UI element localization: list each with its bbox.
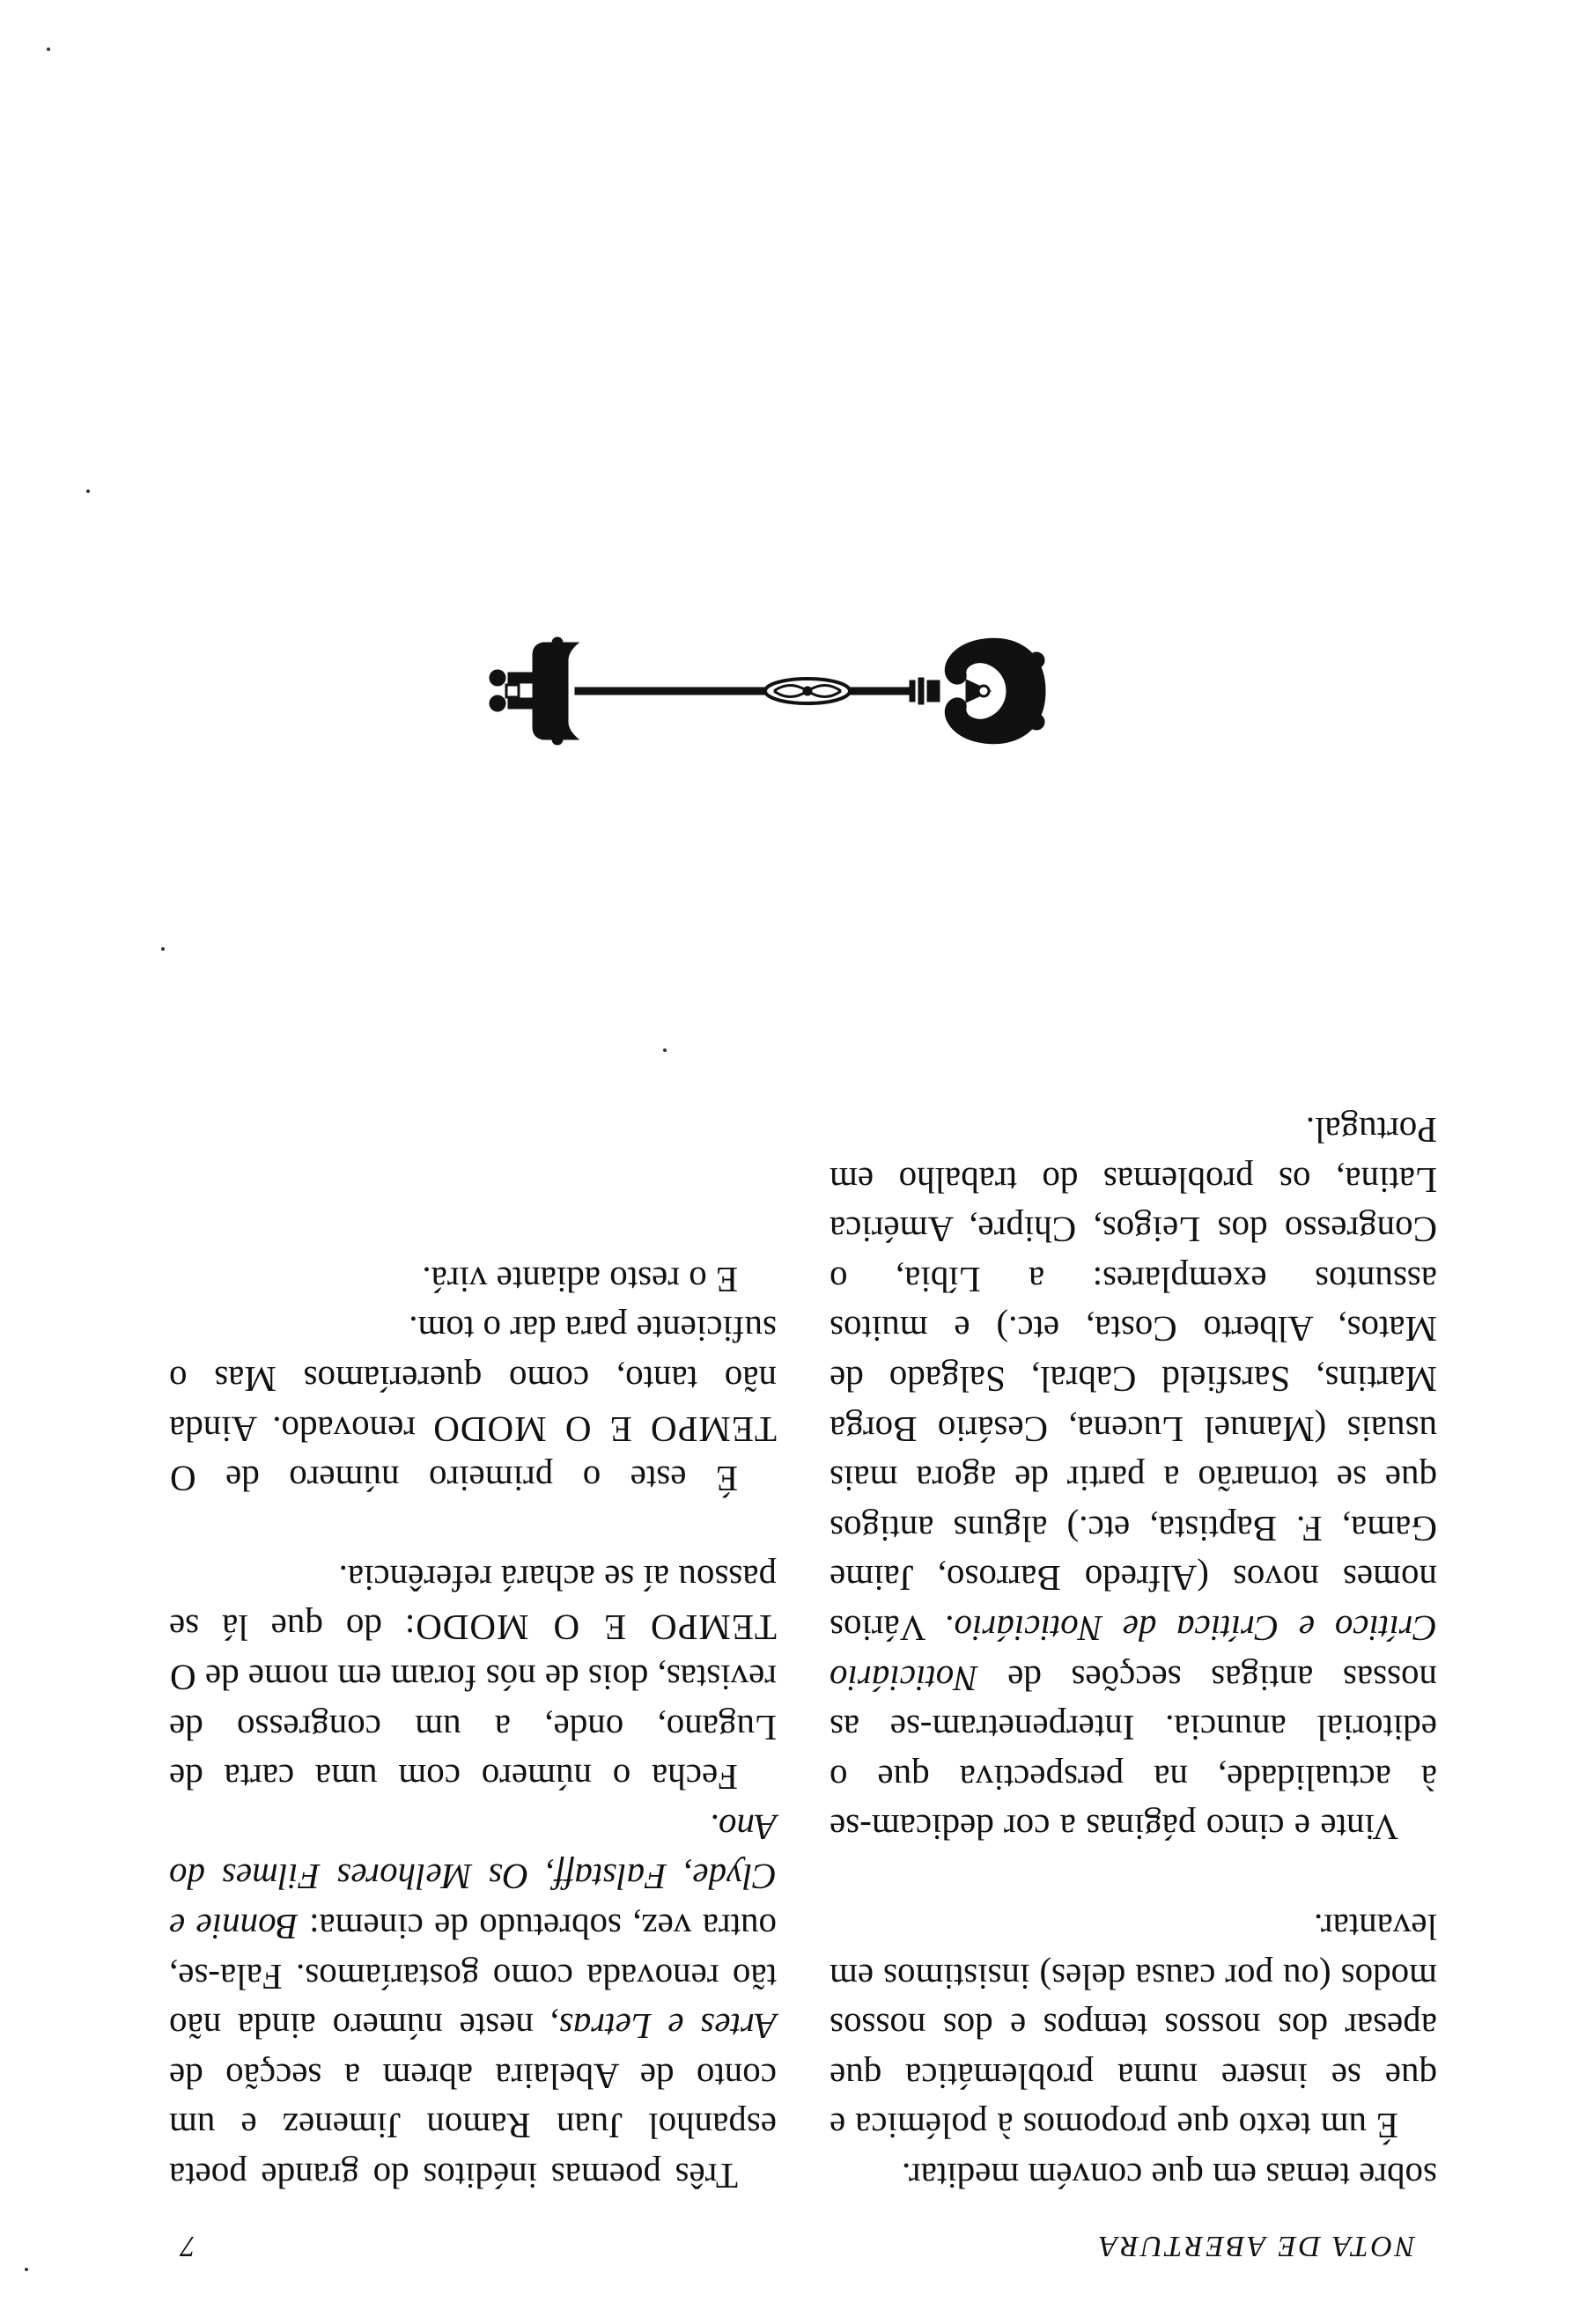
left-paragraph-3-italic: Noticiário Crítico e Crítica de Noticiário: [830, 1608, 1437, 1699]
right-paragraph-3-text-b: renovado. Ainda não tanto, como quereríamos Mas o suficiente para dar o tom.: [169, 1309, 777, 1450]
left-paragraph-1: sobre temas em que convém meditar.: [902, 2156, 1437, 2196]
right-paragraph-2-caps: O TEMPO E O MODO: [169, 1607, 777, 1699]
right-paragraph-3-caps: O TEMPO E O MODO: [169, 1408, 777, 1500]
left-paragraph-2: É um texto que propomos à polémica e que se insere numa problemática que apesar dos nossos tempos e dos nossos modos (ou por causa deles) insistimos em levantar.: [830, 1907, 1437, 2147]
left-paragraph-3-text-a: Vinte e cinco páginas a cor dedicam-se à actualidade, na perspectiva que o editorial anuncia. Interpenetram-se as nossas antigas secções de: [830, 1658, 1437, 1849]
left-column: [830, 1106, 1437, 2201]
right-paragraph-4: E o resto adiante virá.: [422, 1259, 738, 1300]
page-number: 7: [178, 2230, 195, 2262]
left-paragraph-3-text-b: . Vários nomes novos (Alfredo Barroso, Jaime Gama, F. Baptista, etc.) alguns antigos que se tornarão a partir de agora mais usuais (Manuel Lucena, Cesário Borga Martins, Sarsfield Cabral, Salgado de Matos, Alberto Costa, etc.) e muitos assuntos exemplares: a Líbia, o Congresso dos Leigos, Chipre, América Latina, os problemas do trabalho em Portugal.: [830, 1110, 1437, 1650]
right-paragraph-2-text-a: Fecha o número com uma carta de Lugano, onde, a um congresso de revistas, dois de nós foram em nome de: [169, 1658, 777, 1798]
left-paragraph-3: [830, 1106, 1437, 1853]
right-paragraph-3-text-a: É este o primeiro número de: [195, 1459, 738, 1500]
key-ornament-icon: [473, 625, 1072, 757]
right-paragraph-3: [169, 1305, 777, 1504]
right-paragraph-1-italic: Artes e Letras: [558, 2006, 777, 2048]
right-column: [169, 1254, 777, 2201]
print-speck: [47, 48, 50, 51]
print-speck: [25, 2268, 28, 2271]
right-paragraph-2-text-b: : do que lá se passou aí se achará referência.: [169, 1557, 777, 1649]
section-title: NOTA DE ABERTURA: [1096, 2230, 1415, 2262]
right-paragraph-1: [169, 1802, 777, 2201]
right-paragraph-2: [169, 1553, 777, 1802]
print-speck: [86, 489, 90, 493]
right-paragraph-1-italic-2: Bonnie e Clyde, Falstaff, Os Melhores Filmes do Ano.: [169, 1806, 777, 1948]
print-speck: [663, 1048, 667, 1052]
print-speck: [161, 947, 165, 951]
right-paragraph-1-text-a: Três poemas inéditos do grande poeta espanhol Juan Ramon Jimenez e um conto de Abelaira abrem a secção de: [169, 2056, 777, 2196]
right-paragraph-1-text-b: , neste número ainda não tão renovada como gostaríamos. Fala-se, outra vez, sobretudo de cinema:: [169, 1907, 777, 2048]
